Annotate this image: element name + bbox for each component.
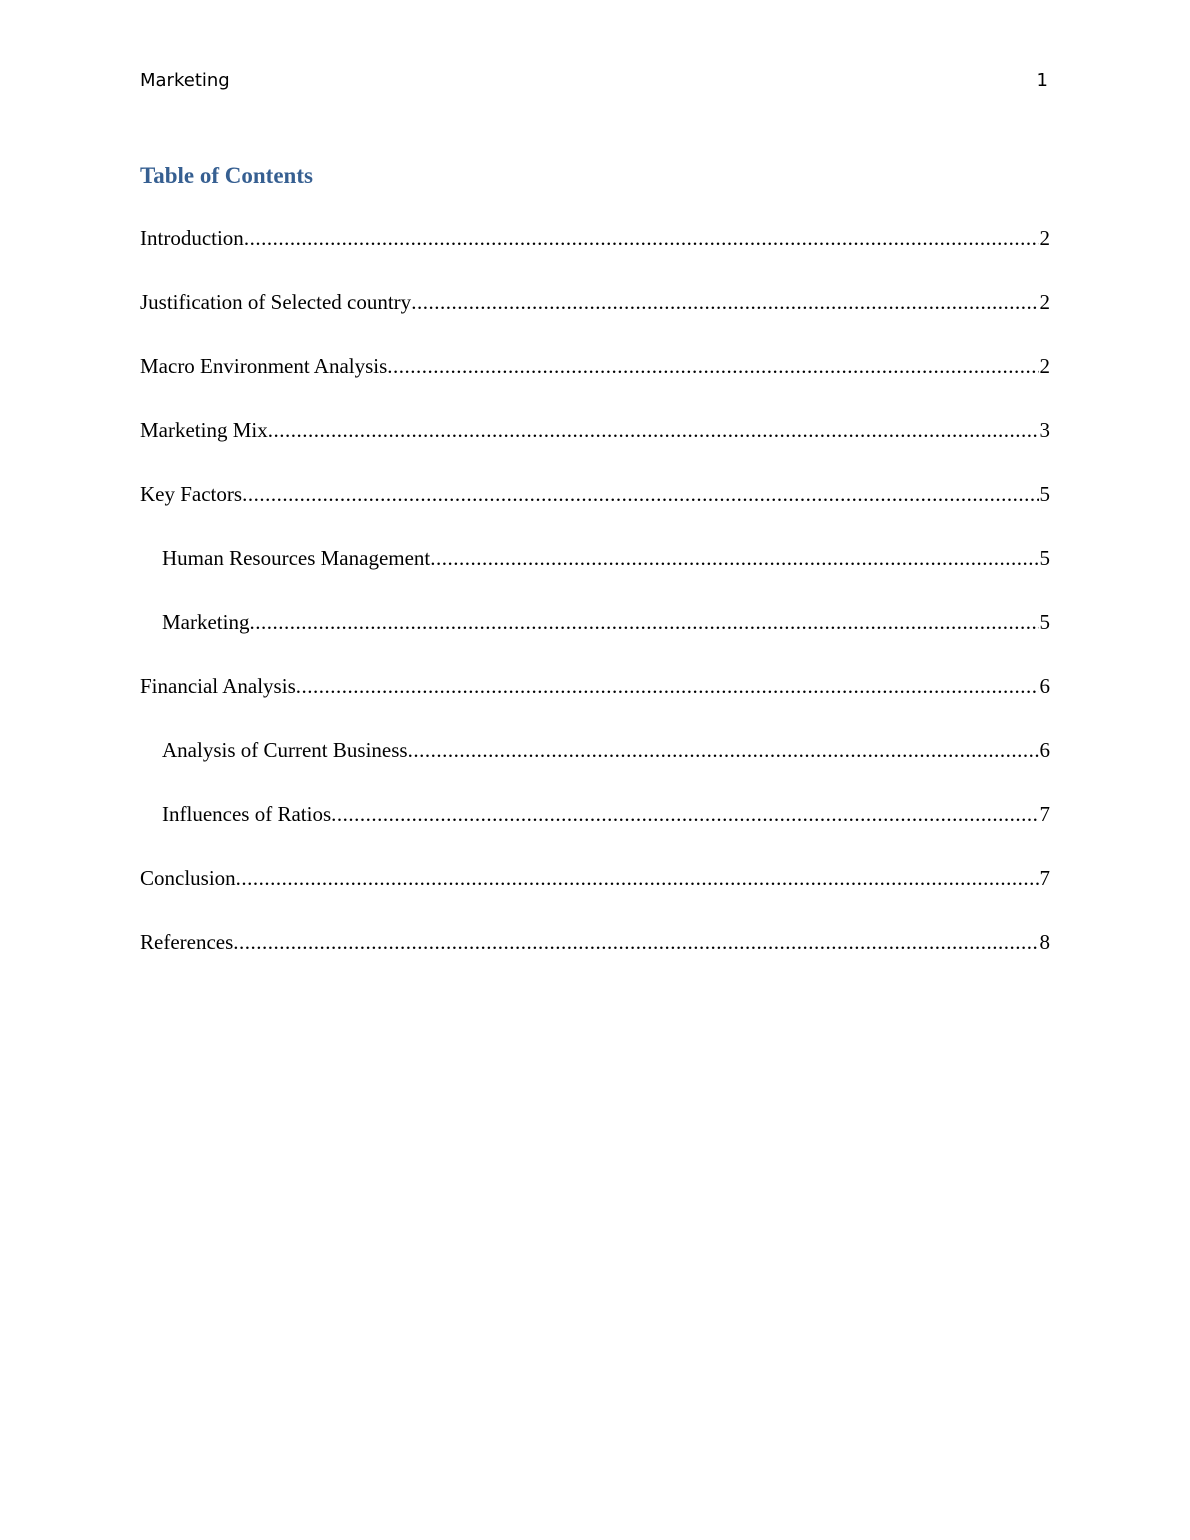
page-number: 1 bbox=[1036, 70, 1048, 91]
toc-entry-influences-of-ratios[interactable] bbox=[140, 802, 1050, 866]
toc-entry-human-resources[interactable] bbox=[140, 546, 1050, 610]
page-header bbox=[140, 70, 1050, 96]
toc-dot-leader bbox=[244, 226, 1039, 251]
running-head: Marketing bbox=[140, 70, 230, 91]
toc-entry-page: 5 bbox=[1039, 610, 1050, 634]
toc-entry-references[interactable] bbox=[140, 930, 1050, 994]
table-of-contents bbox=[140, 226, 1050, 994]
toc-entry-label: Marketing Mix bbox=[140, 418, 268, 442]
toc-dot-leader bbox=[430, 546, 1038, 571]
toc-title: Table of Contents bbox=[140, 163, 313, 188]
toc-entry-macro-environment[interactable] bbox=[140, 354, 1050, 418]
toc-entry-page: 6 bbox=[1039, 738, 1050, 762]
toc-dot-leader bbox=[408, 738, 1039, 763]
toc-dot-leader bbox=[233, 930, 1038, 955]
toc-entry-key-factors[interactable] bbox=[140, 482, 1050, 546]
toc-entry-label: References bbox=[140, 930, 234, 954]
toc-entry-label: Key Factors bbox=[140, 482, 243, 506]
toc-entry-label: Macro Environment Analysis bbox=[140, 354, 388, 378]
toc-entry-justification[interactable] bbox=[140, 290, 1050, 354]
toc-entry-page: 3 bbox=[1039, 418, 1050, 442]
toc-entry-page: 6 bbox=[1039, 674, 1050, 698]
toc-entry-financial-analysis[interactable] bbox=[140, 674, 1050, 738]
toc-dot-leader bbox=[387, 354, 1038, 379]
toc-entry-marketing-mix[interactable] bbox=[140, 418, 1050, 482]
toc-entry-page: 8 bbox=[1039, 930, 1050, 954]
toc-entry-label: Analysis of Current Business bbox=[162, 738, 408, 762]
toc-dot-leader bbox=[296, 674, 1039, 699]
toc-dot-leader bbox=[268, 418, 1039, 443]
toc-entry-conclusion[interactable] bbox=[140, 866, 1050, 930]
toc-entry-page: 5 bbox=[1039, 482, 1050, 506]
toc-dot-leader bbox=[236, 866, 1039, 891]
toc-entry-label: Justification of Selected country bbox=[140, 290, 412, 314]
toc-entry-label: Marketing bbox=[162, 610, 250, 634]
toc-dot-leader bbox=[411, 290, 1038, 315]
toc-entry-page: 2 bbox=[1039, 290, 1050, 314]
toc-entry-label: Financial Analysis bbox=[140, 674, 296, 698]
toc-entry-page: 5 bbox=[1039, 546, 1050, 570]
toc-entry-page: 2 bbox=[1039, 226, 1050, 250]
toc-entry-current-business[interactable] bbox=[140, 738, 1050, 802]
toc-dot-leader bbox=[249, 610, 1038, 635]
toc-entry-page: 7 bbox=[1039, 802, 1050, 826]
toc-entry-label: Conclusion bbox=[140, 866, 236, 890]
toc-dot-leader bbox=[331, 802, 1038, 827]
toc-dot-leader bbox=[242, 482, 1038, 507]
toc-entry-introduction[interactable] bbox=[140, 226, 1050, 290]
toc-entry-page: 7 bbox=[1039, 866, 1050, 890]
toc-entry-label: Human Resources Management bbox=[162, 546, 431, 570]
toc-entry-label: Introduction bbox=[140, 226, 244, 250]
toc-entry-label: Influences of Ratios bbox=[162, 802, 332, 826]
toc-entry-page: 2 bbox=[1039, 354, 1050, 378]
toc-entry-marketing[interactable] bbox=[140, 610, 1050, 674]
